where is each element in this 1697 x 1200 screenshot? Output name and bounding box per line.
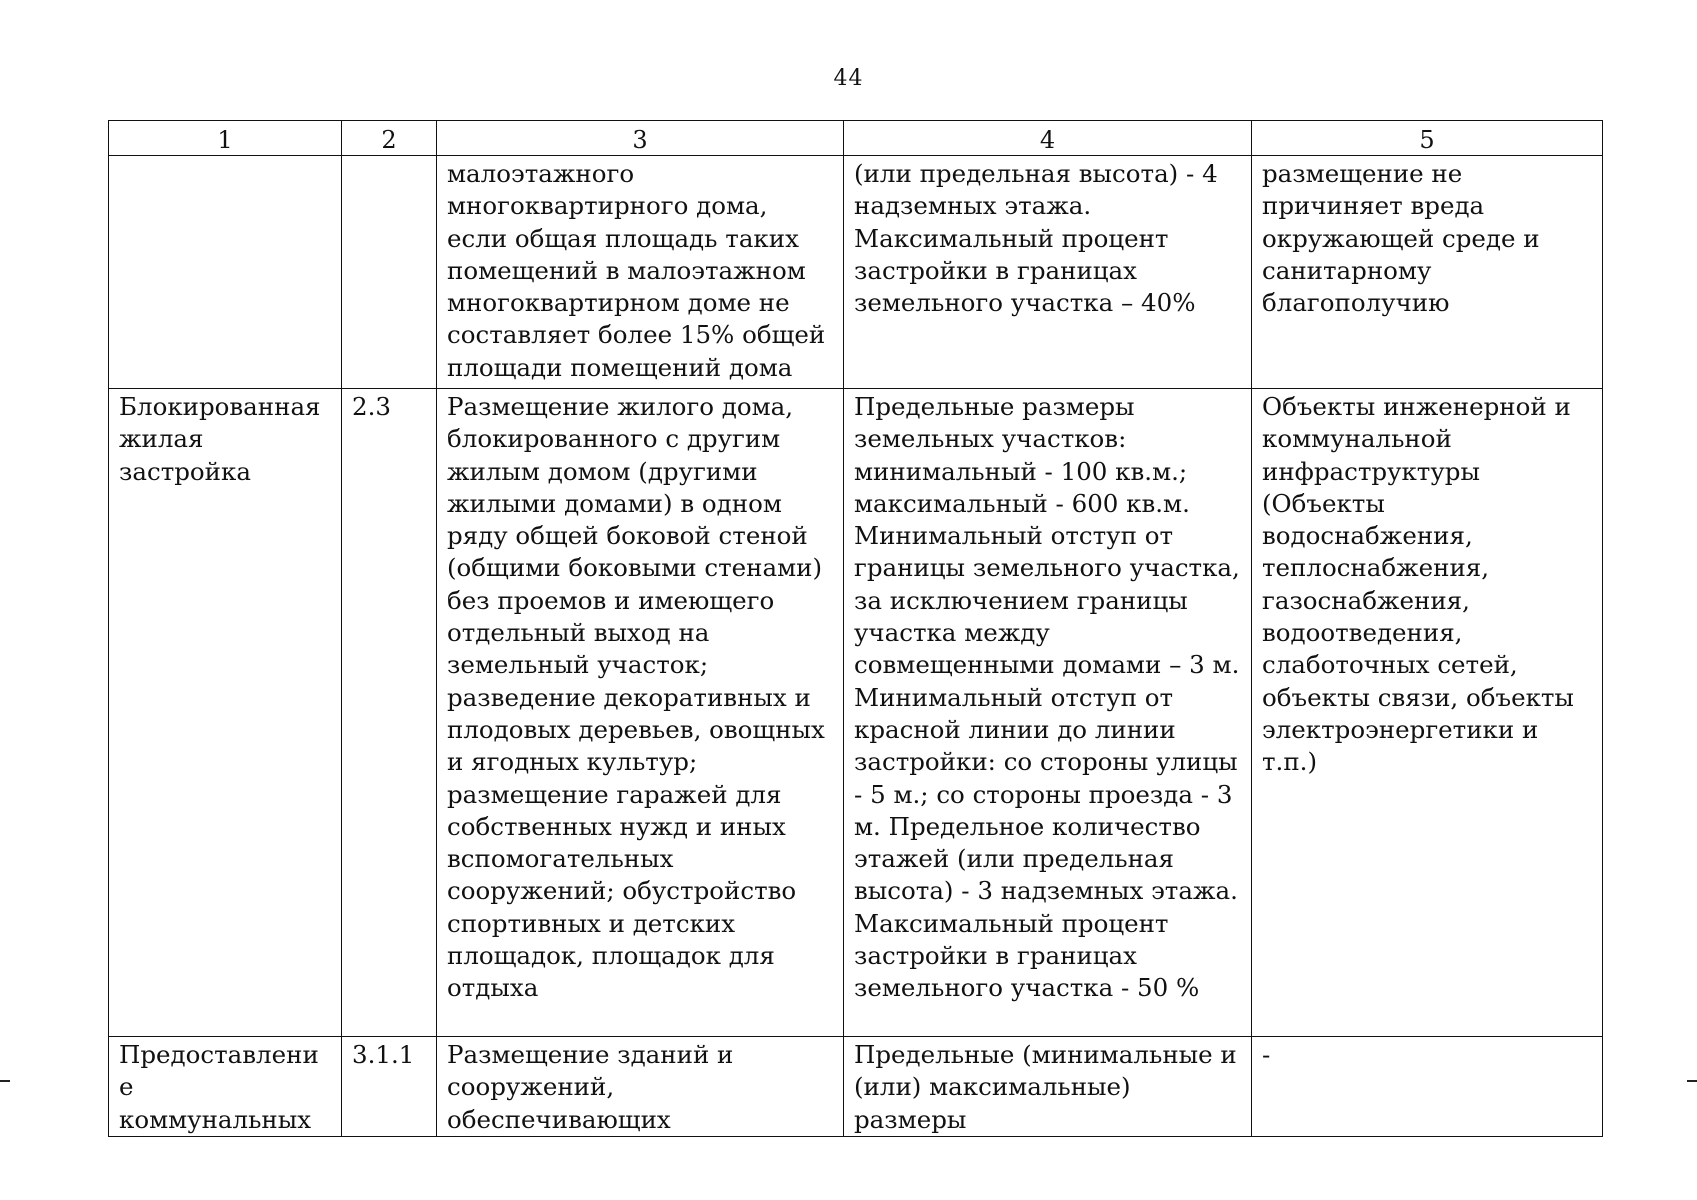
table-row — [109, 156, 1603, 389]
row-parameters-cell: Предельные размеры земельных участков: минимальный - 100 кв.м.; максимальный - 600 кв.м. Минимальный отступ от границы земельного участка, за исключением границы участка между совмещенными домами – 3 м. Минимальный отступ от красной линии до линии застройки: со стороны улицы - 5 м.; со стороны проезда - 3 м. Предельное количество этажей (или предельная высота) - 3 надземных этажа. Максимальный процент застройки в границах земельного участка - 50 % — [844, 389, 1252, 1037]
row-code-cell — [342, 156, 437, 389]
column-header-5: 5 — [1252, 121, 1603, 156]
row-description-cell: Размещение жилого дома, блокированного с другим жилым домом (другими жилыми домами) в одном ряду общей боковой стеной (общими боковыми стенами) без проемов и имеющего отдельный выход на земельный участок; разведение декоративных и плодовых деревьев, овощных и ягодных культур; размещение гаражей для собственных нужд и иных вспомогательных сооружений; обустройство спортивных и детских площадок, площадок для отдыха — [437, 389, 844, 1037]
row-parameters-cell: (или предельная высота) - 4 надземных этажа. Максимальный процент застройки в границах земельного участка – 40% — [844, 156, 1252, 389]
row-notes-cell: - — [1252, 1037, 1603, 1137]
row-name-cell: Предоставление коммунальных — [109, 1037, 342, 1137]
row-notes-cell: Объекты инженерной и коммунальной инфраструктуры (Объекты водоснабжения, теплоснабжения, газоснабжения, водоотведения, слаботочных сетей, объекты связи, объекты электроэнергетики и т.п.) — [1252, 389, 1603, 1037]
row-notes-cell: размещение не причиняет вреда окружающей среде и санитарному благополучию — [1252, 156, 1603, 389]
row-description-cell: малоэтажного многоквартирного дома, если общая площадь таких помещений в малоэтажном многоквартирном доме не составляет более 15% общей площади помещений дома — [437, 156, 844, 389]
row-name-cell — [109, 156, 342, 389]
row-parameters-cell: Предельные (минимальные и (или) максимальные) размеры — [844, 1037, 1252, 1137]
column-header-3: 3 — [437, 121, 844, 156]
column-header-2: 2 — [342, 121, 437, 156]
land-use-table — [108, 120, 1603, 1137]
fold-mark-right — [1687, 1080, 1697, 1082]
row-code-cell: 3.1.1 — [342, 1037, 437, 1137]
row-name-cell: Блокированная жилая застройка — [109, 389, 342, 1037]
column-header-4: 4 — [844, 121, 1252, 156]
page-number: 44 — [833, 66, 864, 91]
table-row — [109, 389, 1603, 1037]
table-row — [109, 1037, 1603, 1137]
row-code-cell: 2.3 — [342, 389, 437, 1037]
row-description-cell: Размещение зданий и сооружений, обеспечивающих — [437, 1037, 844, 1137]
fold-mark-left — [0, 1080, 10, 1082]
table-header-row — [109, 121, 1603, 156]
column-header-1: 1 — [109, 121, 342, 156]
